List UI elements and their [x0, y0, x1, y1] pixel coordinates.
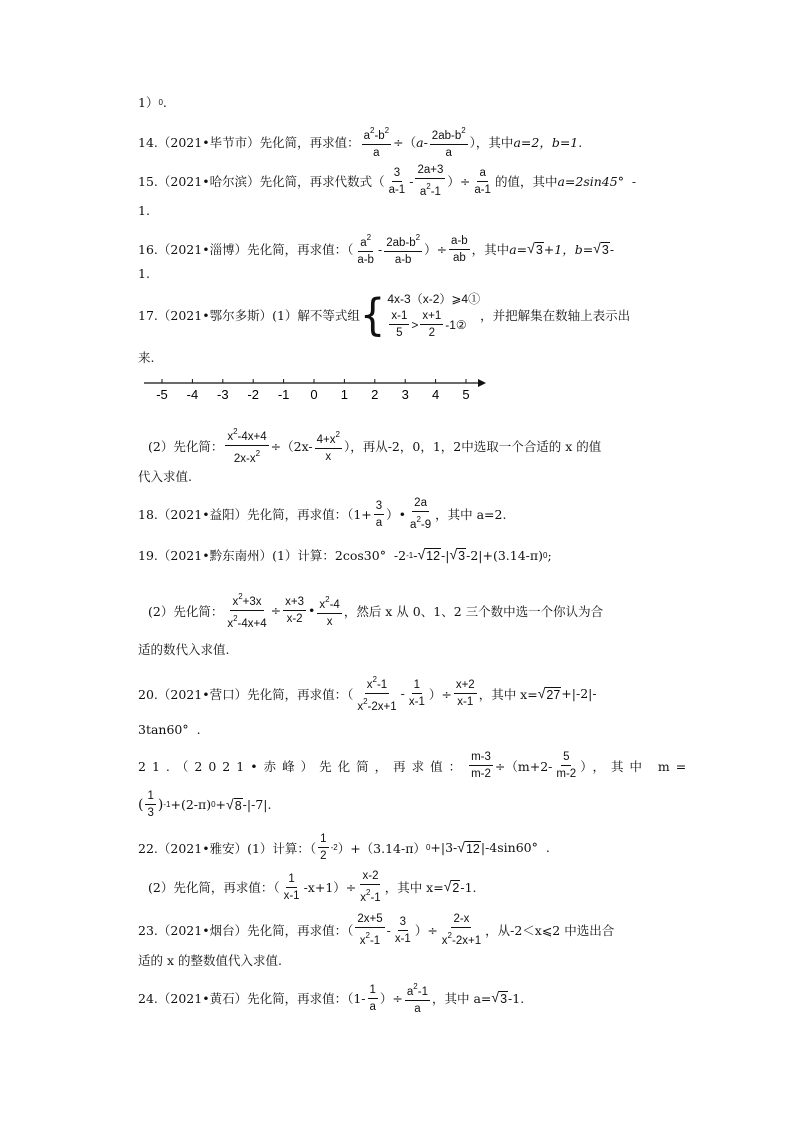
numerator: 1 [145, 789, 155, 805]
numerator: x+3 [283, 595, 306, 611]
operator: + [215, 797, 227, 812]
operator: ÷ [270, 603, 282, 618]
numerator: 4+x [316, 433, 336, 446]
axis-tick-label: -2 [247, 387, 259, 402]
problem-23-cont [138, 951, 282, 969]
radicand: 12 [465, 841, 480, 856]
condition: a=2sin45° - [557, 173, 637, 189]
problem-22-prefix: 22.（2021•雅安）(1）计算：（ [138, 840, 317, 856]
operator: - [413, 547, 418, 563]
text: -1. [460, 879, 477, 895]
numerator: x [232, 596, 239, 608]
exponent: 2 [461, 126, 466, 135]
text: ），再从-2，0，1，2中选取一个合适的 x 的值 [343, 438, 602, 454]
denominator: a [414, 1003, 421, 1015]
operator: - [609, 241, 615, 257]
operator: - [409, 173, 414, 189]
continuation: 3tan60° . [138, 722, 201, 737]
exponent: 2 [372, 675, 377, 684]
problem-20-cont [138, 722, 201, 737]
fraction [454, 678, 477, 709]
sqrt: √ 3 [449, 546, 466, 563]
fraction [225, 590, 268, 631]
operator: ）÷ [414, 923, 438, 938]
part-label: (2）先化简： [148, 438, 224, 454]
denominator: x [227, 618, 234, 630]
part-label: (2）先化简，再求值：（ [148, 880, 280, 895]
radicand: 3 [535, 243, 543, 257]
numerator: a [363, 130, 370, 142]
text: +|-2|- [561, 686, 597, 701]
fraction [355, 912, 384, 948]
problem-22 [138, 832, 550, 863]
numerator: 2a+3 [415, 163, 445, 179]
fraction [440, 912, 483, 948]
fraction [358, 869, 382, 905]
condition: +1，b= [543, 242, 594, 257]
problem-17-part2-cont [138, 467, 192, 485]
inequality-text: -1② [445, 317, 467, 332]
numerator: x-1 [389, 309, 409, 325]
denominator: 2 [428, 327, 435, 339]
inequality-2 [387, 309, 480, 340]
denominator-part: -1 [370, 892, 381, 904]
radicand: 8 [234, 798, 242, 813]
fraction [318, 832, 328, 863]
radicand: 12 [426, 549, 441, 563]
text: ，其中 x= [478, 686, 538, 702]
numerator: a-b [449, 234, 470, 250]
axis-tick-label: 3 [401, 387, 409, 402]
text: -| [441, 547, 450, 563]
denominator: a [373, 147, 380, 159]
problem-17-prefix: 17.（2021•鄂尔多斯）(1）解不等式组 [138, 308, 360, 323]
operator: ）÷ [447, 174, 471, 189]
numerator-part: +3x [242, 596, 262, 608]
denominator-part: -2x+1 [452, 935, 482, 947]
problem-19 [138, 546, 552, 564]
numerator-part: -b [374, 130, 385, 142]
numerator: 2ab-b [431, 130, 462, 142]
axis-tick-label: 0 [310, 387, 318, 402]
fraction [368, 983, 378, 1014]
numerator-part: -4x+4 [237, 431, 267, 443]
exponent: 2 [363, 697, 368, 706]
axis-tick-label: 5 [462, 387, 470, 402]
exponent: 2 [384, 126, 390, 135]
numerator: 2ab-b [386, 237, 416, 249]
radicand: 3 [500, 992, 508, 1006]
axis-tick-label: -1 [277, 387, 290, 402]
exponent: 2 [238, 592, 243, 601]
problem-21 [138, 750, 692, 781]
problem-17-part2 [148, 425, 601, 466]
denominator: a [375, 516, 383, 529]
fraction [145, 789, 155, 820]
denominator: a [369, 1000, 376, 1013]
denominator: x-1 [408, 696, 425, 708]
numerator: 2-x [451, 912, 471, 928]
text: -x+1）÷ [303, 880, 357, 895]
text: -1. [508, 990, 525, 1006]
text: +|3- [430, 840, 458, 855]
exponent: 2 [365, 931, 370, 940]
condition: a=2，b=1. [513, 135, 583, 150]
denominator: a [445, 147, 452, 159]
fraction [387, 166, 408, 197]
numerator: 2x+5 [355, 912, 384, 928]
numerator: a [477, 166, 487, 182]
fraction [430, 124, 468, 160]
numerator-part: -1 [417, 986, 428, 998]
denominator: x-2 [286, 613, 303, 625]
continuation: 来. [138, 350, 155, 365]
problem-21-prefix: 21.（2021•赤峰）先化简，再求值： [138, 758, 468, 774]
denominator: x [325, 450, 332, 463]
text: +(2-π) [170, 797, 212, 812]
denominator: x [326, 615, 333, 628]
text: ; [547, 547, 552, 563]
axis-tick-label: 1 [340, 387, 349, 402]
exponent: -1 [406, 550, 414, 560]
denominator-part: -1 [430, 186, 441, 198]
text: ，从-2＜x⩽2 中选出合 [485, 923, 615, 938]
numerator: 1 [412, 678, 422, 694]
denominator: x [359, 935, 366, 947]
exponent: 0 [211, 800, 216, 809]
continuation: 1. [138, 203, 150, 218]
axis-tick-label: -5 [156, 387, 168, 402]
problem-24-prefix: 24.（2021•黄石）先化简，再求值：（1- [138, 991, 366, 1006]
inequality-system [387, 290, 480, 340]
fraction [282, 872, 302, 903]
period: . [162, 94, 167, 110]
numerator: 3 [392, 166, 402, 182]
problem-15-cont [138, 203, 150, 218]
paren: ) [157, 796, 164, 813]
exponent: 0 [425, 843, 431, 852]
fraction [384, 231, 422, 267]
variable: a [416, 134, 424, 150]
denominator: 2 [320, 850, 327, 862]
fraction [554, 750, 578, 781]
exponent: 2 [416, 515, 421, 524]
operator: ÷（ [393, 135, 417, 150]
axis-tick-label: 4 [431, 387, 440, 402]
sqrt: √ 12 [457, 838, 480, 856]
sqrt: √ 8 [226, 795, 242, 813]
text: |-4sin60° . [480, 840, 550, 855]
problem-14 [138, 124, 582, 160]
numerator: x [319, 598, 326, 611]
exponent: 2 [233, 427, 238, 436]
exponent: 2 [255, 449, 261, 458]
denominator: a-b [357, 254, 374, 266]
fraction [472, 166, 493, 197]
denominator-part: -1 [369, 935, 381, 947]
denominator: x-1 [394, 932, 411, 945]
problem-23 [138, 912, 614, 948]
fraction [317, 593, 341, 629]
axis-tick-label: -3 [217, 387, 229, 402]
problem-24 [138, 980, 524, 1016]
text: ，其中 a= [431, 991, 492, 1006]
fraction [283, 595, 306, 626]
text: ，其中 x= [384, 880, 444, 895]
exponent: 2 [366, 233, 372, 242]
number-line [140, 374, 490, 404]
fraction [408, 496, 433, 532]
radicand: 3 [458, 549, 466, 563]
problem-19-prefix: 19.（2021•黔东南州）(1）计算：2cos30° -2 [138, 548, 407, 563]
problem-20 [138, 673, 597, 714]
numerator: 5 [561, 750, 571, 766]
numerator: x+1 [420, 309, 443, 325]
arrow-icon [478, 379, 486, 387]
fraction [420, 309, 443, 340]
denominator: x-1 [283, 889, 300, 902]
fraction [415, 163, 445, 199]
fraction [405, 980, 430, 1016]
denominator: x [441, 935, 448, 947]
fraction [374, 499, 384, 530]
numerator: a [360, 237, 367, 249]
operator: ）÷ [428, 686, 452, 702]
problem-17 [138, 290, 630, 340]
operator: ）÷ [424, 242, 448, 257]
problem-22-part2 [148, 869, 477, 905]
text: ，其中 a=2. [435, 507, 507, 522]
denominator: a [410, 519, 417, 531]
fraction [315, 428, 342, 464]
operator: > [411, 317, 419, 332]
numerator: a [406, 986, 414, 998]
exponent: 0 [158, 97, 163, 107]
axis-tick-label: 2 [371, 387, 379, 402]
radicand: 3 [601, 243, 609, 257]
problem-15-prefix: 15.（2021•哈尔滨）先化简，再求代数式（ [138, 174, 385, 189]
fraction [355, 231, 376, 267]
numerator: 3 [398, 915, 408, 931]
denominator: a-1 [474, 183, 491, 196]
sqrt: √ 3 [593, 240, 609, 257]
denominator: x-1 [457, 696, 474, 708]
denominator: a-1 [388, 183, 406, 196]
text: ，然后 x 从 0、1、2 三个数中选一个你认为合 [343, 603, 604, 619]
continuation: 1. [138, 266, 150, 281]
radicand: 27 [546, 687, 561, 702]
fraction [407, 678, 427, 709]
sqrt: √ 27 [537, 684, 561, 702]
numerator: 1 [286, 872, 296, 888]
problem-16-cont [138, 266, 150, 281]
problem-15 [138, 163, 636, 199]
exponent: 2 [415, 233, 421, 242]
problem-16-prefix: 16.（2021•淄博）先化简，再求值：（ [138, 242, 354, 257]
problem-20-prefix: 20.（2021•营口）先化简，再求值：（ [138, 686, 354, 702]
operator: - [377, 241, 383, 257]
paren: ( [138, 796, 144, 813]
text: -|-7|. [242, 797, 272, 812]
problem-17-cont [138, 348, 154, 366]
sqrt: √ 3 [527, 240, 543, 257]
denominator: 3 [147, 807, 154, 819]
exponent: 2 [335, 429, 340, 439]
inequality-text: 4x-3（x-2）⩾4① [387, 292, 481, 306]
problem-19-part2-cont [138, 640, 229, 658]
text: ，并把解集在数轴上表示出 [480, 308, 631, 323]
problem-21-cont [138, 789, 271, 820]
problem-23-prefix: 23.（2021•烟台）先化简，再求值：（ [138, 923, 354, 938]
numerator: 1 [368, 983, 378, 999]
operator: ÷（m+2- [494, 758, 553, 774]
numerator-part: -1 [376, 679, 388, 691]
numerator: 1 [318, 832, 328, 848]
exponent: -2 [330, 843, 338, 852]
fraction [469, 750, 493, 781]
exponent: 2 [325, 594, 330, 604]
denominator: 5 [396, 327, 403, 339]
problem-18-prefix: 18.（2021•益阳）先化简，再求值：（1+ [138, 507, 372, 522]
exponent: -1 [163, 800, 171, 809]
numerator: x [366, 679, 373, 691]
problem-19-part2 [148, 590, 603, 631]
problem-14-prefix: 14.（2021•毕节市）先化简，再求值： [138, 135, 360, 150]
problem-16 [138, 231, 614, 267]
fraction [362, 124, 392, 160]
denominator: m-2 [556, 768, 577, 780]
denominator-part: -4x+4 [237, 618, 267, 630]
operator: - [423, 134, 428, 150]
exponent: 2 [233, 614, 238, 623]
text: -2|+(3.14-π) [466, 547, 543, 563]
exponent: 2 [413, 982, 418, 991]
operator: - [386, 922, 391, 938]
operator: ）• [386, 507, 407, 522]
sqrt: √ 12 [417, 546, 441, 563]
fraction [389, 309, 409, 340]
denominator: x [360, 892, 367, 904]
denominator: m-2 [471, 768, 491, 780]
left-brace: { [359, 289, 386, 341]
operator: - [400, 686, 405, 701]
denominator: a [419, 186, 427, 198]
axis-tick-label: -4 [186, 387, 199, 402]
denominator-part: -2x+1 [367, 701, 397, 713]
text: ），其中 m= [580, 758, 693, 774]
fraction [449, 234, 470, 265]
problem-18 [138, 496, 506, 532]
operator: ÷（2x- [270, 438, 313, 454]
inequality-1 [387, 290, 480, 307]
exponent: 2 [447, 931, 452, 940]
numerator-part: -4 [329, 598, 340, 611]
part-label: (2）先化简： [148, 603, 224, 619]
fraction [225, 425, 268, 466]
denominator-part: -9 [420, 519, 432, 531]
numerator: x-2 [360, 869, 380, 885]
sqrt: √ 2 [443, 878, 460, 895]
text: ），其中 [469, 135, 514, 150]
sqrt: √ 3 [491, 989, 508, 1006]
fraction [355, 673, 398, 714]
text: ，其中 [471, 242, 510, 257]
denominator: 2x-x [233, 453, 256, 465]
numerator: 3 [374, 499, 384, 515]
exponent: 2 [426, 182, 431, 191]
text: ）+（3.14-π） [337, 840, 426, 856]
condition: a= [509, 241, 528, 257]
numerator: 2a [412, 496, 429, 512]
numerator: x [227, 431, 234, 443]
operator: • [308, 603, 316, 618]
continuation: 适的数代入求值. [138, 642, 230, 657]
operator: ）÷ [379, 991, 403, 1006]
denominator: a-b [394, 254, 412, 266]
exponent: 0 [543, 550, 548, 560]
text: 的值，其中 [494, 174, 558, 189]
problem-13-text: 1） [138, 95, 159, 110]
radicand: 2 [452, 881, 460, 895]
numerator: x+2 [454, 678, 477, 694]
fraction [393, 915, 413, 946]
denominator: x [357, 701, 364, 713]
continuation: 代入求值. [138, 469, 192, 484]
problem-13-tail [138, 93, 167, 111]
exponent: 2 [366, 888, 371, 897]
numerator: m-3 [469, 750, 493, 766]
continuation: 适的 x 的整数值代入求值. [138, 953, 282, 968]
denominator: ab [452, 251, 466, 264]
exponent: 2 [369, 126, 375, 135]
